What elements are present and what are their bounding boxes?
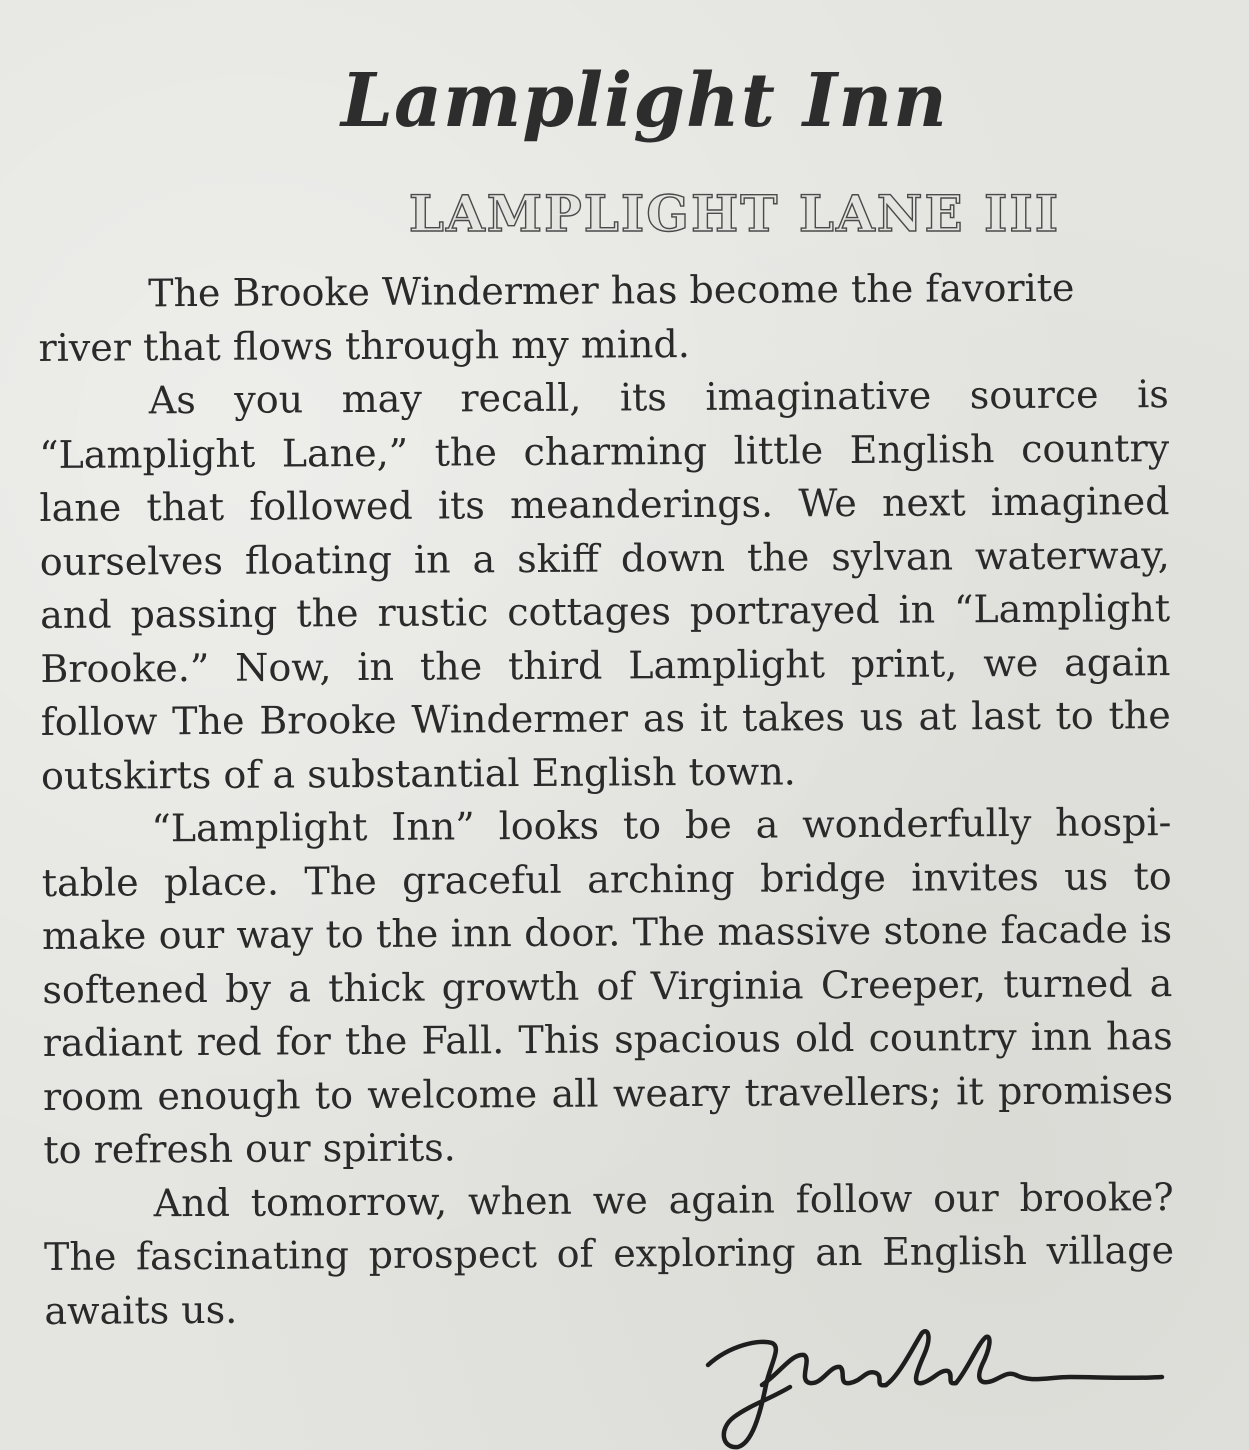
document-subtitle: LAMPLIGHT LANE III <box>408 184 1061 243</box>
paragraph-1: The Brooke Windermer has become the favorite river that flows through my mind. <box>38 265 1075 370</box>
document-title: Lamplight Inn <box>341 58 948 144</box>
document-body <box>38 261 1175 1338</box>
handwritten-signature-icon <box>700 1325 1170 1450</box>
paragraph-3: “Lamplight Inn” looks to be a wonderfully hospitable place. The graceful arching bridge invites us to make our way to the inn door. The massive stone facade is softened by a thick growth of Virginia Creeper, turned a radiant red for the Fall. This spacious old country inn has room enough to welcome all weary travellers; it promises to refresh our spirits. <box>41 800 1174 1172</box>
paragraph-2: As you may recall, its imaginative source is “Lamplight Lane,” the charming little English country lane that followed its meanderings. We next imagined ourselves floating in a skiff down the sylvan waterway, and passing the rustic cottages portrayed in “Lamplight Brooke.” Now, in the third Lamplight print, we again follow The Brooke Windermer as it takes us at last to the outskirts of a substantial English town. <box>39 372 1171 798</box>
paragraph-4: And tomorrow, when we again follow our brooke? The fascinating prospect of exploring an English village awaits us. <box>43 1174 1175 1333</box>
